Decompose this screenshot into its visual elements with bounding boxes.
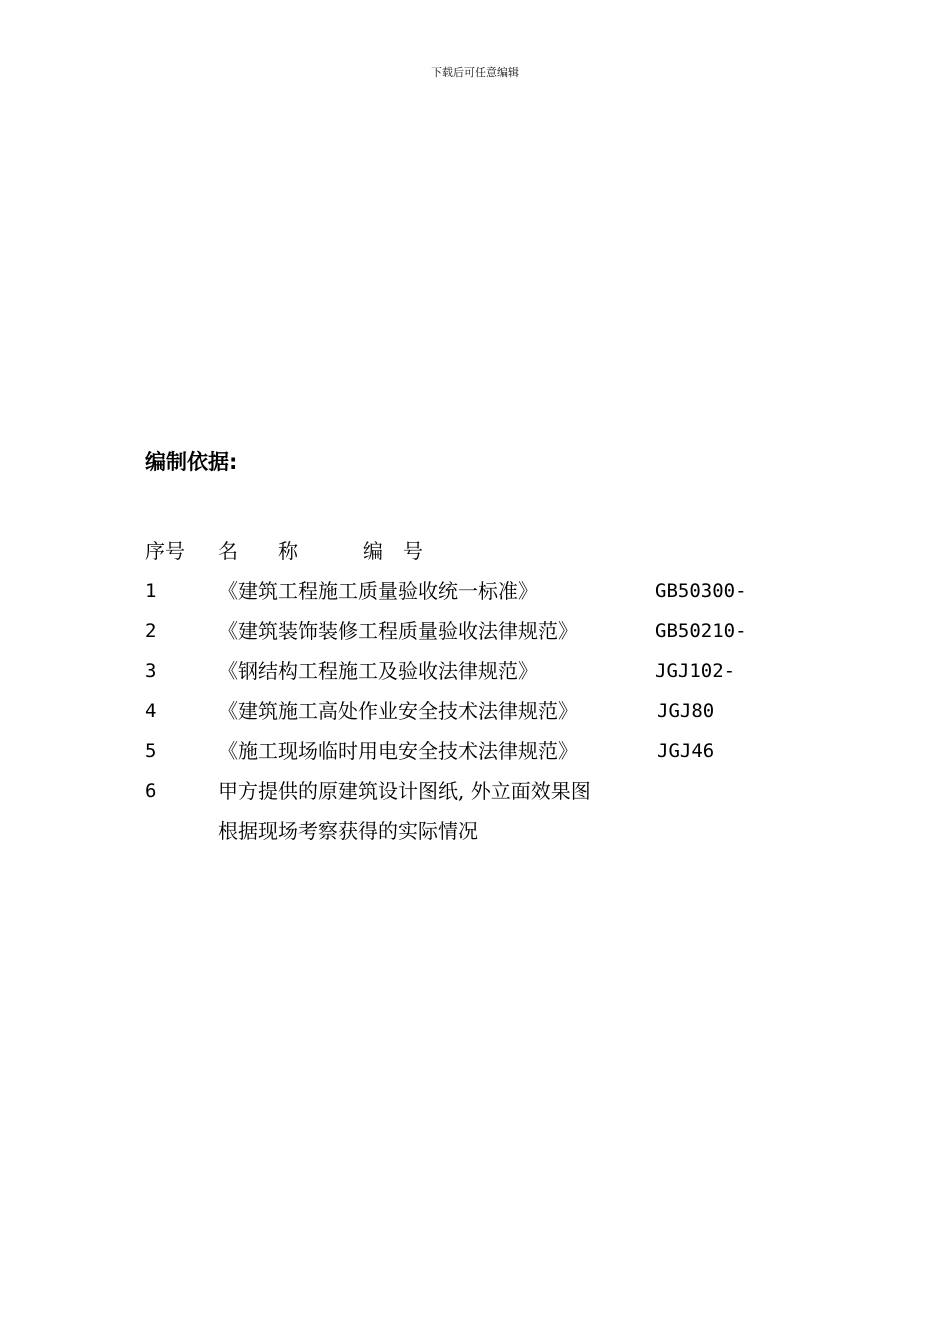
row-name: 《建筑工程施工质量验收统一标准》 [218, 579, 538, 603]
table-header-row [145, 537, 825, 577]
row-code: JGJ46 [657, 740, 715, 762]
row-name: 《建筑装饰装修工程质量验收法律规范》 [218, 619, 578, 643]
row-number: 6 [145, 780, 157, 802]
section-title: 编制依据: [145, 450, 238, 474]
table-row [145, 617, 825, 657]
table-row [145, 737, 825, 777]
table-row [145, 777, 825, 817]
page-header-note: 下载后可任意编辑 [431, 66, 519, 79]
row-name: 《施工现场临时用电安全技术法律规范》 [218, 739, 578, 763]
table-row [145, 657, 825, 697]
row-code: GB50300- [655, 580, 747, 602]
row-name: 甲方提供的原建筑设计图纸, 外立面效果图 [218, 779, 591, 803]
table-row [145, 817, 825, 857]
row-name: 《建筑施工高处作业安全技术法律规范》 [218, 699, 578, 723]
header-code: 编 号 [363, 539, 423, 563]
basis-table [145, 537, 825, 857]
row-number: 2 [145, 620, 157, 642]
table-row [145, 697, 825, 737]
header-name: 名 称 [218, 539, 298, 563]
row-code: GB50210- [655, 620, 747, 642]
row-name: 《钢结构工程施工及验收法律规范》 [218, 659, 538, 683]
row-number: 3 [145, 660, 157, 682]
header-number: 序号 [145, 539, 185, 563]
row-number: 4 [145, 700, 157, 722]
row-code: JGJ80 [657, 700, 715, 722]
row-name: 根据现场考察获得的实际情况 [218, 819, 478, 843]
row-code: JGJ102- [655, 660, 736, 682]
table-row [145, 577, 825, 617]
row-number: 5 [145, 740, 157, 762]
row-number: 1 [145, 580, 157, 602]
